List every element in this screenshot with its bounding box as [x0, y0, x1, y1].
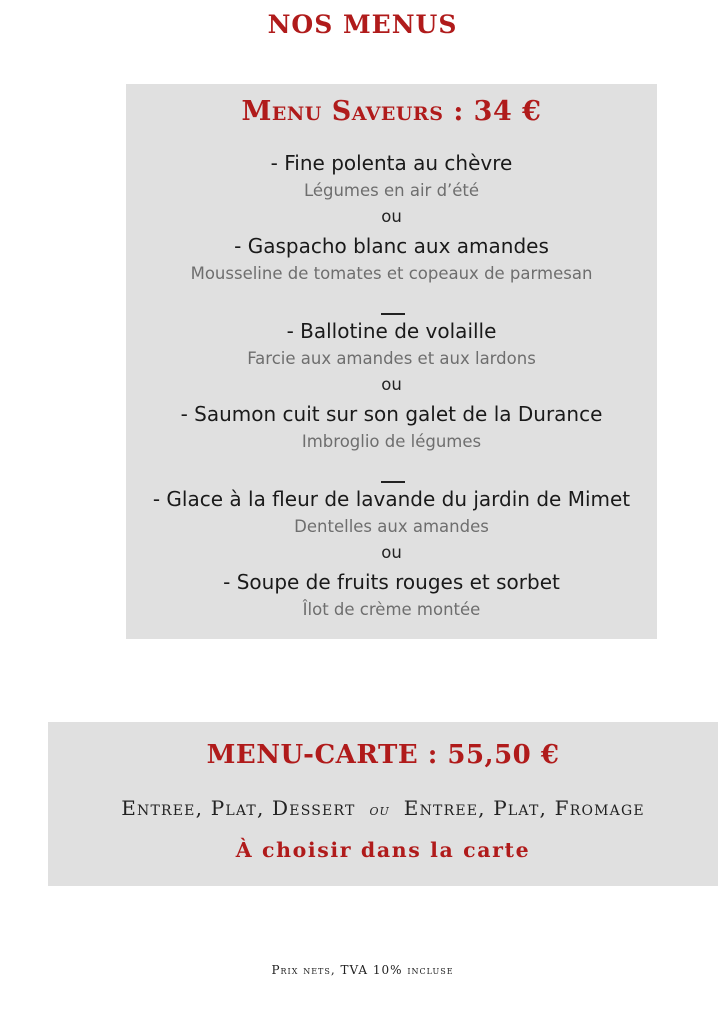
dessert-option-2: - Soupe de fruits rouges et sorbet [223, 570, 560, 594]
dessert-or: ou [381, 543, 402, 562]
main-option-1-desc: Farcie aux amandes et aux lardons [247, 349, 536, 368]
main-option-2: - Saumon cuit sur son galet de la Durance [180, 402, 603, 426]
dessert-option-2-desc: Îlot de crème montée [302, 600, 481, 619]
page-title: NOS MENUS [267, 10, 458, 39]
courses-option-b: Entree, Plat, Fromage [403, 796, 645, 820]
main-or: ou [381, 375, 402, 394]
menu-carte-note: À choisir dans la carte [235, 838, 531, 862]
course-divider [381, 313, 405, 315]
starter-option-1: - Fine polenta au chèvre [270, 151, 513, 175]
starter-option-1-desc: Légumes en air d’été [303, 181, 480, 200]
courses-option-a: Entree, Plat, Dessert [121, 796, 356, 820]
course-divider [381, 481, 405, 483]
starter-or: ou [381, 207, 402, 226]
menu-carte-panel [48, 722, 718, 886]
main-option-2-desc: Imbroglio de légumes [301, 432, 482, 451]
menu-saveurs-title: Menu Saveurs : 34 € [241, 96, 542, 127]
dessert-option-1-desc: Dentelles aux amandes [294, 517, 489, 536]
courses-or: ou [369, 801, 390, 819]
starter-option-2: - Gaspacho blanc aux amandes [234, 234, 549, 258]
menu-carte-courses [48, 796, 718, 820]
dessert-option-1: - Glace à la fleur de lavande du jardin de Mimet [152, 487, 631, 511]
main-option-1: - Ballotine de volaille [286, 319, 497, 343]
price-footnote: Prix nets, TVA 10% incluse [271, 963, 454, 977]
menu-carte-title: MENU-CARTE : 55,50 € [206, 740, 560, 770]
menu-saveurs-panel [126, 84, 657, 639]
starter-option-2-desc: Mousseline de tomates et copeaux de parmesan [190, 264, 593, 283]
